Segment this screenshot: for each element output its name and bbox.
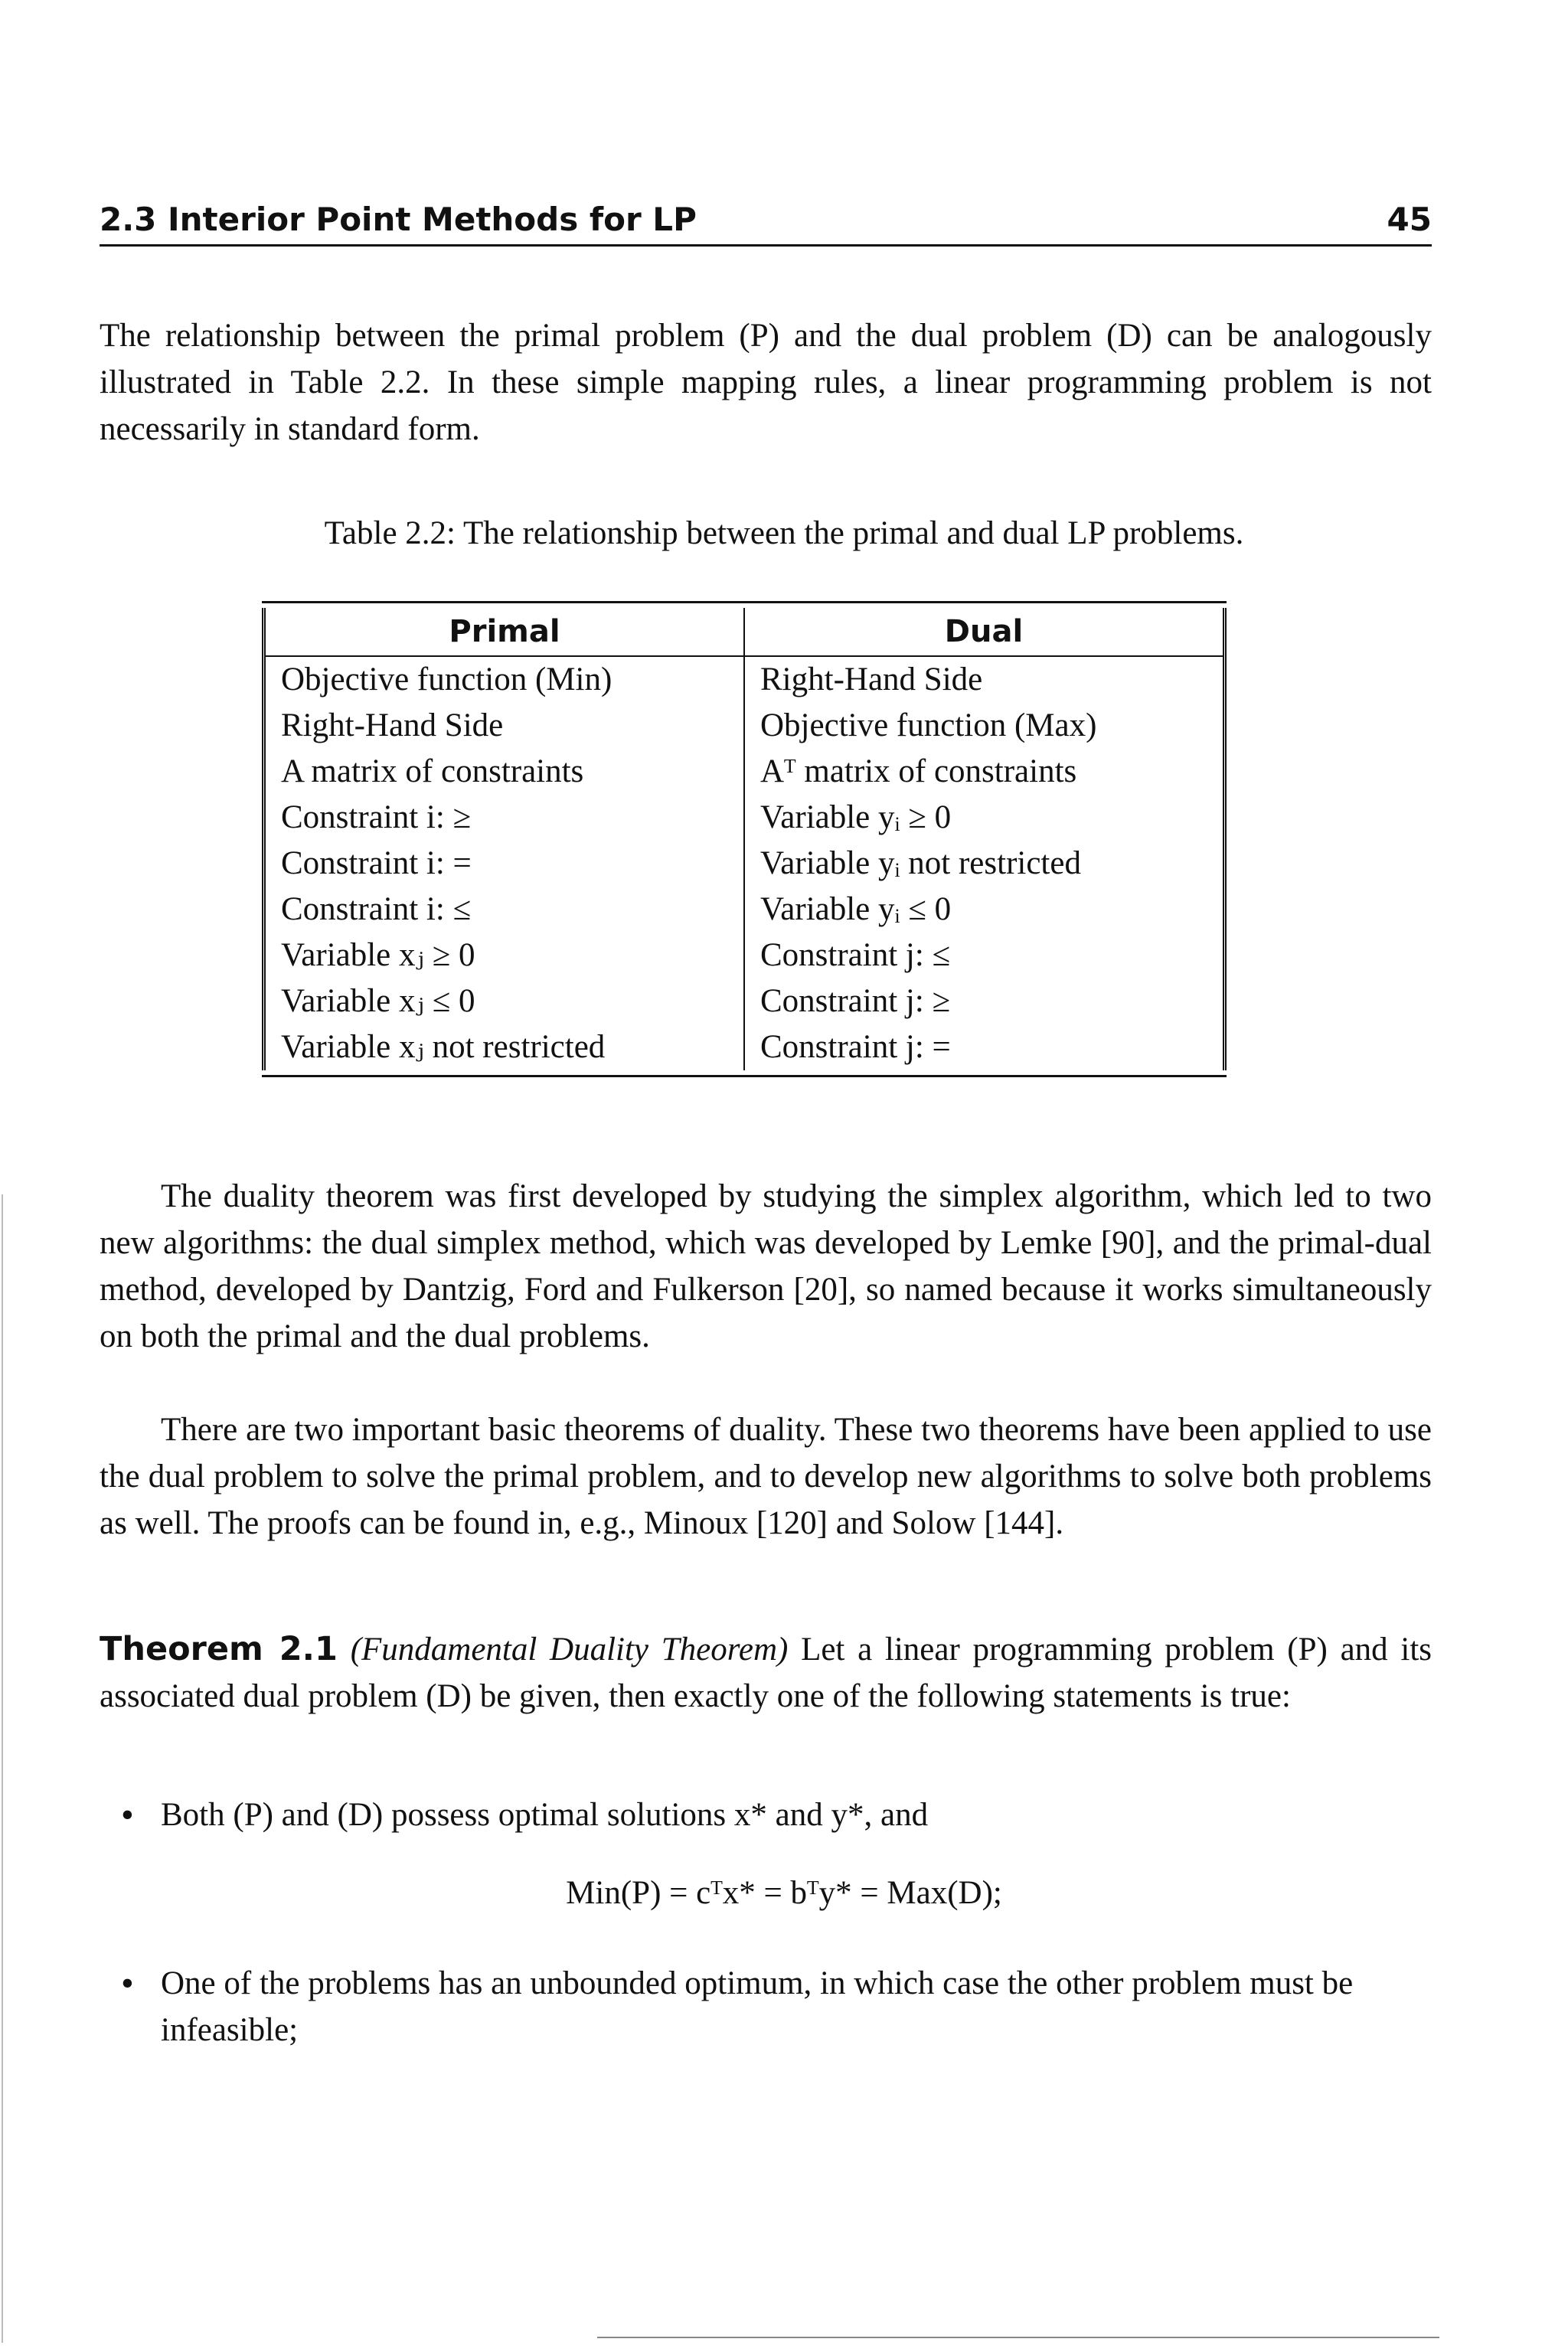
scan-edge-left xyxy=(2,1194,3,2343)
primal-cell: Variable xⱼ ≤ 0 xyxy=(264,978,745,1024)
primal-cell: A matrix of constraints xyxy=(264,749,745,795)
dual-cell: Aᵀ matrix of constraints xyxy=(760,753,1077,789)
dual-cell: Right-Hand Side xyxy=(760,662,983,697)
dual-cell: Constraint j: ≥ xyxy=(760,983,951,1019)
theorem-statement: Let a linear programming problem (P) and its associated dual problem (D) be given, then exactly one of the following statements is true: xyxy=(100,1632,1432,1714)
running-header xyxy=(100,201,1432,247)
primal-cell: Variable xⱼ ≥ 0 xyxy=(264,933,745,978)
scan-edge-bottom xyxy=(597,2337,1439,2338)
header-dual: Dual xyxy=(744,608,1225,656)
header-primal: Primal xyxy=(264,608,745,656)
duality-equation: Min(P) = cᵀx* = bᵀy* = Max(D); xyxy=(566,1875,1002,1911)
theorems-paragraph: There are two important basic theorems of duality. These two theorems have been applied to use the dual problem to solve the primal problem, and to develop new algorithms to solve both problems as well. The proofs can be found in, e.g., Minoux [120] and Solow [144]. xyxy=(100,1412,1432,1541)
table-row xyxy=(264,933,1225,978)
bullet-item-unbounded: • One of the problems has an unbounded optimum, in which case the other problem must be infeasible; xyxy=(161,1960,1432,2053)
dual-cell: Constraint j: = xyxy=(760,1029,951,1065)
theorem-block xyxy=(100,1626,1432,1720)
page-number: 45 xyxy=(1387,201,1432,238)
table-row xyxy=(264,795,1225,841)
dual-cell: Constraint j: ≤ xyxy=(760,937,951,973)
primal-dual-table-frame xyxy=(262,601,1227,1077)
theorem-name: (Fundamental Duality Theorem) xyxy=(350,1632,789,1668)
table-row xyxy=(264,887,1225,933)
primal-cell: Objective function (Min) xyxy=(264,656,745,703)
primal-cell: Variable xⱼ not restricted xyxy=(264,1024,745,1070)
intro-paragraph: The relationship between the primal problem (P) and the dual problem (D) can be analogously illustrated in Table 2.2. In these simple mapping rules, a linear programming problem is not necessarily in standard form. xyxy=(100,318,1432,447)
table-row xyxy=(264,1024,1225,1070)
table-row xyxy=(264,978,1225,1024)
primal-cell: Constraint i: ≥ xyxy=(264,795,745,841)
table-row xyxy=(264,841,1225,887)
table-header-row xyxy=(264,608,1225,656)
table-row xyxy=(264,703,1225,749)
table-row xyxy=(264,656,1225,703)
dual-cell: Variable yᵢ ≥ 0 xyxy=(760,799,952,835)
dual-cell: Objective function (Max) xyxy=(760,707,1097,743)
duality-paragraph: The duality theorem was first developed by studying the simplex algorithm, which led to two new algorithms: the dual simplex method, which was developed by Lemke [90], and the primal-dual method, developed by Dantzig, Ford and Fulkerson [20], so named because it works simultaneously on both the primal and the dual problems. xyxy=(100,1178,1432,1354)
table-caption: Table 2.2: The relationship between the primal and dual LP problems. xyxy=(324,515,1244,551)
bullet-item-optimal: • Both (P) and (D) possess optimal solutions x* and y*, and xyxy=(161,1792,1432,1838)
primal-cell: Constraint i: = xyxy=(264,841,745,887)
primal-cell: Constraint i: ≤ xyxy=(264,887,745,933)
theorem-label: Theorem 2.1 xyxy=(100,1630,338,1668)
section-title: 2.3 Interior Point Methods for LP xyxy=(100,201,697,238)
primal-dual-table xyxy=(262,608,1227,1070)
dual-cell: Variable yᵢ not restricted xyxy=(760,845,1081,881)
table-row xyxy=(264,749,1225,795)
dual-cell: Variable yᵢ ≤ 0 xyxy=(760,891,952,927)
primal-cell: Right-Hand Side xyxy=(264,703,745,749)
